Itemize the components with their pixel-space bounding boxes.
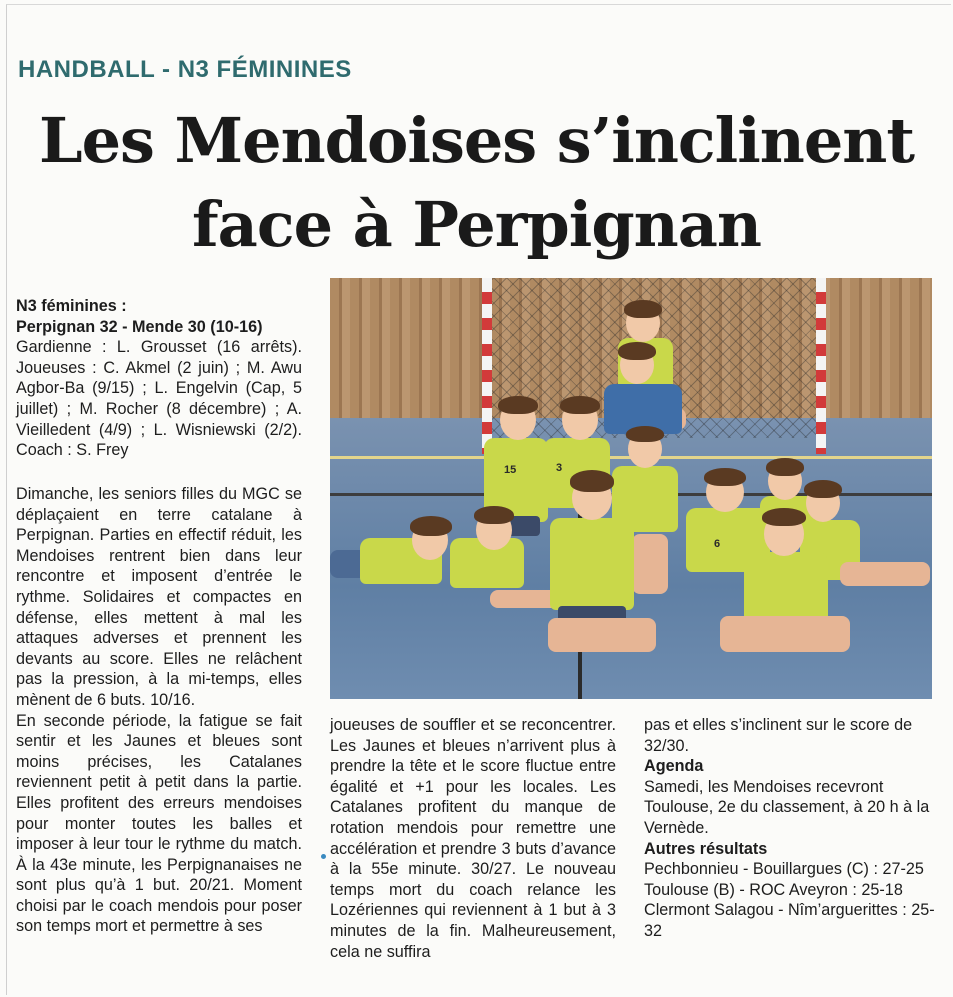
other-result-line: Pechbonnieu - Bouillargues (C) : 27-25	[644, 860, 924, 879]
team-photo	[330, 278, 932, 699]
agenda-title: Agenda	[644, 757, 704, 776]
results-box	[16, 296, 302, 461]
article-column-3	[644, 715, 939, 942]
other-result-line: Clermont Salagou - Nîm’arguerittes : 25-32	[644, 901, 935, 940]
other-result-line: Toulouse (B) - ROC Aveyron : 25-18	[644, 880, 903, 899]
jersey-number: 6	[714, 538, 721, 550]
lineup-text: Gardienne : L. Grousset (16 arrêts). Joueuses : C. Akmel (2 juin) ; M. Awu Agbor-Ba (9/15) ; L. Engelvin (Cap, 5 juillet) ; M. Rocher (8 décembre) ; A. Vieilledent (4/9) ; L. Wisniewski (2/2). Coach : S. Frey	[16, 338, 302, 460]
print-speck	[321, 854, 326, 859]
jersey-number: 15	[504, 464, 517, 476]
jersey-number: 3	[556, 462, 563, 474]
headline-line-2: face à Perpignan	[191, 188, 762, 261]
other-results-title: Autres résultats	[644, 839, 768, 858]
article-paragraph-1: Dimanche, les seniors filles du MGC se déplaçaient en terre catalane à Perpignan. Parties en effectif réduit, les Mendoises rentrent bien dans leur rencontre et imposent d’entrée le rythme. Solidaires et compactes en défense, elles mettent à mal les attaques adverses et prennent les devants au score. Elles ne relâchent pas la pression, à la mi-temps, elles mènent de 6 buts. 10/16.	[16, 485, 302, 709]
league-label: N3 féminines :	[16, 297, 127, 315]
match-score: Perpignan 32 - Mende 30 (10-16)	[16, 317, 263, 336]
agenda-text: Samedi, les Mendoises recevront Toulouse, 2e du classement, à 20 h à la Vernède.	[644, 777, 930, 837]
article-column-2	[330, 715, 616, 962]
article-paragraph-2-part-3: pas et elles s’inclinent sur le score de 32/30.	[644, 716, 913, 755]
headline-line-1: Les Mendoises s’inclinent	[39, 104, 914, 177]
article-paragraph-2-part-2: joueuses de souffler et se reconcentrer. Les Jaunes et bleues n’arrivent plus à prendre la tête et le score fluctue entre égalité et +1 pour les locales. Les Catalanes profitent du manque de rotation mendois pour remettre une accélération et prendre 3 buts d’avance à la 55e minute. 30/27. Le nouveau temps mort du coach relance les Lozériennes qui reviennent à 1 but à 3 minutes de la fin. Malheureusement, cela ne suffira	[330, 716, 616, 961]
article-column-1	[16, 484, 302, 937]
goal-post-right	[816, 278, 826, 454]
article-paragraph-2-part-1: En seconde période, la fatigue se fait sentir et les Jaunes et bleues sont moins précises, les Catalanes reviennent petit à petit dans la partie. Elles profitent des erreurs mendoises pour monter toutes les balles et imposer à leur tour le rythme du match. À la 43e minute, les Perpignanaises ne sont plus qu’à 1 but. 20/21. Moment choisi par le coach mendois pour poser son temps mort et permettre à ses	[16, 711, 302, 936]
goal-post-left	[482, 278, 492, 454]
section-kicker: HANDBALL - N3 FÉMININES	[18, 56, 352, 83]
